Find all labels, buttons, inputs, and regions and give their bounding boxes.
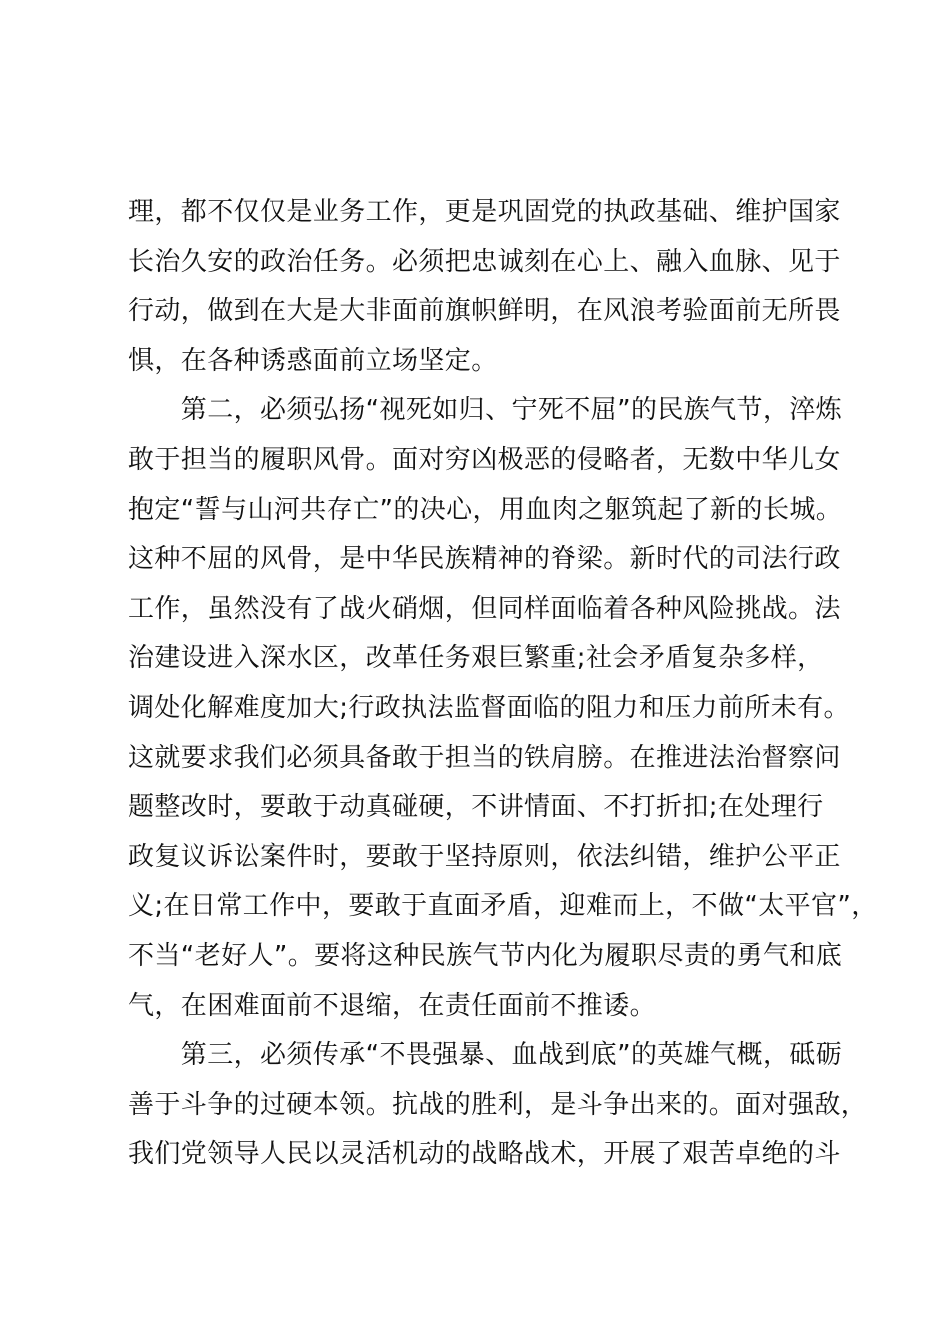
text-line: 第三，必须传承“不畏强暴、血战到底”的英雄气概，砥砺	[128, 1040, 843, 1071]
text-line: 长治久安的政治任务。必须把忠诚刻在心上、融入血脉、见于	[128, 246, 841, 277]
text-line: 这就要求我们必须具备敢于担当的铁肩膀。在推进法治督察问	[128, 742, 841, 773]
text-line: 行动，做到在大是大非面前旗帜鲜明，在风浪考验面前无所畏	[128, 296, 841, 327]
text-line: 不当“老好人”。要将这种民族气节内化为履职尽责的勇气和底	[128, 940, 843, 971]
text-line: 题整改时，要敢于动真碰硬，不讲情面、不打折扣;在处理行	[128, 792, 824, 823]
text-line: 治建设进入深水区，改革任务艰巨繁重;社会矛盾复杂多样，	[128, 643, 824, 674]
document-body	[128, 188, 878, 1180]
text-line: 工作，虽然没有了战火硝烟，但同样面临着各种风险挑战。法	[128, 593, 841, 624]
text-line: 气，在困难面前不退缩，在责任面前不推诿。	[128, 990, 657, 1021]
text-line: 我们党领导人民以灵活机动的战略战术，开展了艰苦卓绝的斗	[128, 1139, 841, 1170]
text-line: 理，都不仅仅是业务工作，更是巩固党的执政基础、维护国家	[128, 197, 841, 227]
text-line: 义;在日常工作中，要敢于直面矛盾，迎难而上，不做“太平官”，	[128, 891, 878, 922]
text-line: 政复议诉讼案件时，要敢于坚持原则，依法纠错，维护公平正	[128, 841, 841, 872]
text-line: 善于斗争的过硬本领。抗战的胜利，是斗争出来的。面对强敌，	[128, 1089, 868, 1120]
text-line: 敢于担当的履职风骨。面对穷凶极恶的侵略者，无数中华儿女	[128, 444, 841, 475]
text-line: 抱定“誓与山河共存亡”的决心，用血肉之躯筑起了新的长城。	[128, 494, 843, 525]
text-line: 第二，必须弘扬“视死如归、宁死不屈”的民族气节，淬炼	[128, 395, 843, 426]
text-line: 惧，在各种诱惑面前立场坚定。	[128, 345, 498, 376]
text-line: 调处化解难度加大;行政执法监督面临的阻力和压力前所未有。	[128, 692, 850, 723]
text-line: 这种不屈的风骨，是中华民族精神的脊梁。新时代的司法行政	[128, 544, 841, 575]
